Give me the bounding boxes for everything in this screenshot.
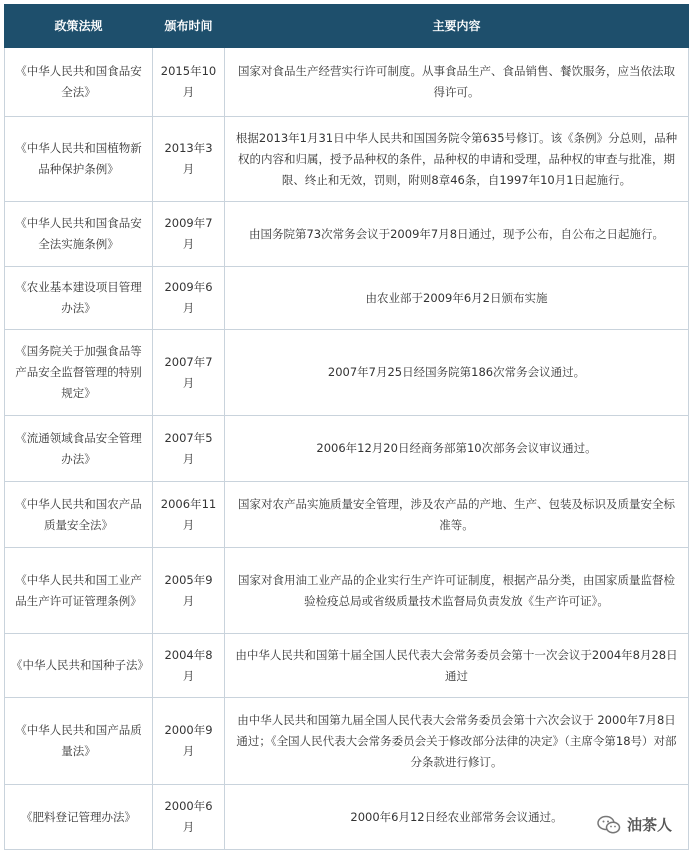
table-row	[5, 267, 689, 330]
date-cell: 2006年11月	[153, 482, 225, 548]
content-cell: 由国务院第73次常务会议于2009年7月8日通过，现予公布，自公布之日起施行。	[225, 202, 689, 267]
date-cell: 2000年9月	[153, 698, 225, 785]
policy-cell: 《中华人民共和国工业产品生产许可证管理条例》	[5, 548, 153, 634]
table-row	[5, 48, 689, 117]
policy-cell: 《中华人民共和国农产品 质量安全法》	[5, 482, 153, 548]
table-row	[5, 482, 689, 548]
date-cell: 2000年6月	[153, 785, 225, 850]
date-cell: 2009年7月	[153, 202, 225, 267]
header-policy: 政策法规	[5, 5, 153, 48]
content-cell: 国家对食品生产经营实行许可制度。从事食品生产、食品销售、餐饮服务，应当依法取得许可。	[225, 48, 689, 117]
content-cell: 国家对农产品实施质量安全管理，涉及农产品的产地、生产、包装及标识及质量安全标准等。	[225, 482, 689, 548]
table-row	[5, 698, 689, 785]
content-cell: 2000年6月12日经农业部常务会议通过。	[225, 785, 689, 850]
content-cell: 根据2013年1月31日中华人民共和国国务院令第635号修订。该《条例》分总则，品种权的内容和归属，授予品种权的条件，品种权的申请和受理，品种权的审查与批准，期限、终止和无效，罚则，附则8章46条，自1997年10月1日起施行。	[225, 117, 689, 202]
watermark	[597, 814, 672, 835]
table-row	[5, 117, 689, 202]
content-cell: 2006年12月20日经商务部第10次部务会议审议通过。	[225, 416, 689, 482]
policy-cell: 《国务院关于加强食品等 产品安全监督管理的特别 规定》	[5, 330, 153, 416]
date-cell: 2004年8月	[153, 634, 225, 698]
table-row	[5, 330, 689, 416]
policy-cell: 《流通领域食品安全管理办法》	[5, 416, 153, 482]
policy-cell: 《农业基本建设项目管理办法》	[5, 267, 153, 330]
header-date: 颁布时间	[153, 5, 225, 48]
table-row	[5, 785, 689, 850]
policy-cell: 《中华人民共和国食品安全法实施条例》	[5, 202, 153, 267]
table-row	[5, 202, 689, 267]
date-cell: 2015年10月	[153, 48, 225, 117]
policy-cell: 《中华人民共和国食品安全法》	[5, 48, 153, 117]
table-row	[5, 634, 689, 698]
policy-cell: 《中华人民共和国种子法》	[5, 634, 153, 698]
date-cell: 2013年3月	[153, 117, 225, 202]
policy-cell: 《肥料登记管理办法》	[5, 785, 153, 850]
date-cell: 2007年5月	[153, 416, 225, 482]
date-cell: 2005年9月	[153, 548, 225, 634]
content-cell: 由中华人民共和国第十届全国人民代表大会常务委员会第十一次会议于2004年8月28日通过	[225, 634, 689, 698]
policy-cell: 《中华人民共和国产品质量法》	[5, 698, 153, 785]
table-row	[5, 548, 689, 634]
wechat-icon	[597, 815, 621, 835]
header-content: 主要内容	[225, 5, 689, 48]
content-cell: 国家对食用油工业产品的企业实行生产许可证制度，根据产品分类，由国家质量监督检验检疫总局或省级质量技术监督局负责发放《生产许可证》。	[225, 548, 689, 634]
policy-table	[4, 4, 689, 850]
watermark-text: 油茶人	[626, 816, 672, 834]
content-cell: 2007年7月25日经国务院第186次常务会议通过。	[225, 330, 689, 416]
table-row	[5, 416, 689, 482]
content-cell: 由农业部于2009年6月2日颁布实施	[225, 267, 689, 330]
date-cell: 2007年7月	[153, 330, 225, 416]
date-cell: 2009年6月	[153, 267, 225, 330]
header-row	[5, 5, 689, 48]
content-cell: 由中华人民共和国第九届全国人民代表大会常务委员会第十六次会议于 2000年7月8日通过；《全国人民代表大会常务委员会关于修改部分法律的决定》（主席令第18号）对部分条款进行修订。	[225, 698, 689, 785]
policy-cell: 《中华人民共和国植物新品种保护条例》	[5, 117, 153, 202]
